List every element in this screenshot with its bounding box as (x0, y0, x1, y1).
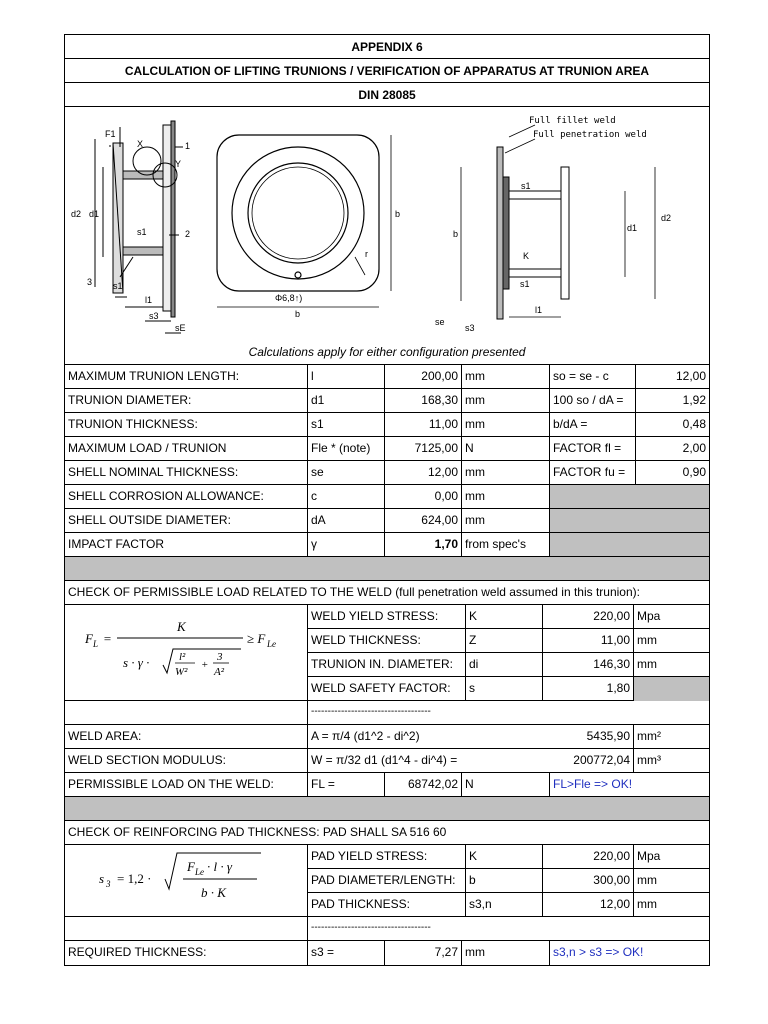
param-symbol: K (465, 605, 542, 628)
label-d1: d1 (89, 209, 100, 219)
label-b-right: b (453, 229, 459, 239)
label-hole: Φ6,8↑) (275, 293, 303, 303)
param-value: 11,00 (542, 629, 633, 652)
input-unit: mm (461, 461, 549, 484)
figure-caption: Calculations apply for either configuration presented (248, 345, 526, 359)
param-symbol: s (465, 677, 542, 701)
input-unit: from spec's (461, 533, 549, 556)
input-symbol: d1 (307, 389, 384, 412)
pad-separator-row (65, 917, 709, 941)
required-thickness-value: 7,27 (384, 941, 461, 965)
param-label: PAD THICKNESS: (307, 893, 465, 917)
sheet-subtitle-text: CALCULATION OF LIFTING TRUNIONS / VERIFICATION OF APPARATUS AT TRUNION AREA (124, 64, 650, 78)
param-unit: mm (633, 869, 709, 892)
label-k: K (523, 251, 530, 261)
param-label: WELD SAFETY FACTOR: (307, 677, 465, 701)
param-symbol: Z (465, 629, 542, 652)
calculation-sheet (64, 34, 710, 966)
standard-text: DIN 28085 (358, 88, 416, 102)
input-unit: mm (461, 365, 549, 388)
required-thickness-row (65, 941, 709, 965)
input-unit: N (461, 437, 549, 460)
input-row (65, 533, 709, 557)
label-full-penetration-weld: Full penetration weld (533, 130, 647, 140)
input-unit: mm (461, 413, 549, 436)
input-symbol: c (307, 485, 384, 508)
label-s1-upper: s1 (521, 181, 531, 191)
svg-text:s · γ ·: s · γ · (123, 655, 150, 670)
label-se-left: sE (175, 323, 186, 333)
input-label: MAXIMUM LOAD / TRUNION (68, 441, 227, 455)
input-value: 200,00 (384, 365, 461, 388)
input-label: TRUNION THICKNESS: (68, 417, 198, 431)
input-row (65, 413, 709, 437)
pad-param-row (307, 845, 709, 869)
weld-modulus-label: WELD SECTION MODULUS: (68, 753, 227, 767)
trunion-weld-view (435, 116, 671, 333)
svg-text:Le: Le (195, 867, 204, 877)
weld-area-row (65, 725, 709, 749)
weld-param-row (307, 653, 709, 677)
permissible-load-label: PERMISSIBLE LOAD ON THE WELD: (68, 777, 274, 791)
weld-param-row (307, 605, 709, 629)
weld-modulus-unit: mm³ (633, 749, 709, 772)
param-unit: Mpa (633, 845, 709, 868)
pad-check-result: s3,n > s3 => OK! (549, 941, 709, 965)
input-value: 0,00 (384, 485, 461, 508)
svg-text:L: L (93, 639, 99, 649)
label-3: 3 (87, 277, 93, 287)
param-symbol: b (465, 869, 542, 892)
weld-check-result: FL>Fle => OK! (549, 773, 709, 796)
input-value: 1,70 (384, 533, 461, 556)
weld-param-row (307, 629, 709, 653)
svg-text:3: 3 (217, 651, 223, 663)
pad-formula-svg (65, 845, 307, 916)
label-se-right: se (435, 317, 445, 327)
input-value: 7125,00 (384, 437, 461, 460)
param-unit: mm (633, 653, 709, 676)
input-symbol: dA (307, 509, 384, 532)
pad-params (307, 845, 709, 916)
weld-modulus-value: 200772,04 (573, 753, 630, 767)
label-l1-left: l1 (145, 295, 153, 305)
input-label: MAXIMUM TRUNION LENGTH: (68, 369, 240, 383)
param-value: 220,00 (542, 605, 633, 628)
weld-formula-svg (65, 605, 307, 700)
required-thickness-label: REQUIRED THICKNESS: (68, 945, 207, 959)
input-value: 168,30 (384, 389, 461, 412)
label-s3-left: s3 (149, 311, 159, 321)
weld-formula-block (65, 605, 709, 701)
weld-area-expression: A = π/4 (d1^2 - di^2) (307, 725, 542, 748)
label-f1: F1 (105, 129, 116, 139)
trunion-section-view (71, 121, 190, 333)
weld-param-row (307, 677, 709, 701)
label-r: r (365, 249, 368, 259)
label-2: 2 (185, 229, 191, 239)
ratio-value: 12,00 (635, 365, 709, 388)
blank-cell (65, 917, 307, 940)
svg-text:F: F (85, 631, 93, 646)
input-value: 11,00 (384, 413, 461, 436)
input-symbol: l (307, 365, 384, 388)
svg-text:= 1,2 ·: = 1,2 · (117, 871, 152, 886)
weld-area-value: 5435,90 (586, 729, 630, 743)
param-label: WELD THICKNESS: (307, 629, 465, 652)
weld-modulus-row (65, 749, 709, 773)
label-y: Y (175, 159, 182, 169)
pad-formula (65, 845, 307, 916)
weld-heading-text: CHECK OF PERMISSIBLE LOAD RELATED TO THE WELD (full penetration weld assumed in this trunion): (68, 585, 640, 599)
gray-filler (549, 509, 709, 532)
label-s3-right: s3 (465, 323, 475, 333)
svg-text:F: F (187, 859, 195, 874)
param-value: 1,80 (542, 677, 633, 701)
input-unit: mm (461, 485, 549, 508)
label-s1-lower-right: s1 (520, 279, 530, 289)
label-s1-lower: s1 (113, 281, 123, 291)
param-label: WELD YIELD STRESS: (307, 605, 465, 628)
permissible-load-row (65, 773, 709, 797)
weld-area-unit: mm² (633, 725, 709, 748)
label-b-vertical: b (395, 209, 401, 219)
gray-separator (65, 797, 709, 821)
svg-text:l²: l² (179, 651, 186, 663)
param-label: PAD YIELD STRESS: (307, 845, 465, 868)
permissible-load-value: 68742,02 (384, 773, 461, 796)
standard-label (65, 83, 709, 107)
permissible-load-symbol: FL = (307, 773, 384, 796)
trunion-drawings-svg (65, 107, 709, 365)
input-row (65, 437, 709, 461)
label-d2: d2 (71, 209, 82, 219)
input-symbol: s1 (307, 413, 384, 436)
label-full-fillet-weld: Full fillet weld (529, 116, 616, 126)
label-d2-right: d2 (661, 213, 672, 223)
label-d1-right: d1 (627, 223, 638, 233)
gray-separator (65, 557, 709, 581)
svg-text:A²: A² (214, 666, 225, 678)
pad-param-row (307, 893, 709, 917)
param-value: 220,00 (542, 845, 633, 868)
gray-filler (633, 677, 709, 701)
param-label: PAD DIAMETER/LENGTH: (307, 869, 465, 892)
svg-text:· l · γ: · l · γ (207, 859, 232, 874)
input-row (65, 365, 709, 389)
input-label: SHELL OUTSIDE DIAMETER: (68, 513, 231, 527)
svg-text:≥ F: ≥ F (247, 631, 266, 646)
input-label: TRUNION DIAMETER: (68, 393, 192, 407)
svg-text:Le: Le (267, 639, 276, 649)
param-unit: mm (633, 629, 709, 652)
param-value: 146,30 (542, 653, 633, 676)
param-symbol: s3,n (465, 893, 542, 917)
svg-text:W²: W² (175, 666, 188, 678)
param-value: 300,00 (542, 869, 633, 892)
weld-modulus-expression: W = π/32 d1 (d1^4 - di^4) = (307, 749, 542, 772)
ratio-label: 100 so / dA = (549, 389, 635, 412)
svg-text:K: K (177, 619, 186, 634)
svg-text:s: s (99, 871, 105, 886)
ratio-label: b/dA = (549, 413, 635, 436)
pad-front-view (217, 135, 400, 319)
input-value: 12,00 (384, 461, 461, 484)
input-unit: mm (461, 389, 549, 412)
permissible-load-unit: N (461, 773, 549, 796)
label-l1-right: l1 (535, 305, 543, 315)
factor-label: FACTOR fu = (549, 461, 635, 484)
input-unit: mm (461, 509, 549, 532)
label-1: 1 (185, 141, 191, 151)
weld-formula (65, 605, 307, 700)
ratio-value: 0,48 (635, 413, 709, 436)
gray-filler (549, 485, 709, 508)
param-label: TRUNION IN. DIAMETER: (307, 653, 465, 676)
label-x: X (137, 139, 144, 149)
input-symbol: Fle * (note) (307, 437, 384, 460)
ratio-label: so = se - c (549, 365, 635, 388)
svg-text:=: = (103, 631, 112, 646)
input-label: SHELL CORROSION ALLOWANCE: (68, 489, 264, 503)
factor-value: 0,90 (635, 461, 709, 484)
trunion-drawing (65, 107, 709, 365)
input-row (65, 389, 709, 413)
param-symbol: di (465, 653, 542, 676)
input-row (65, 461, 709, 485)
factor-value: 2,00 (635, 437, 709, 460)
input-row (65, 485, 709, 509)
input-row (65, 509, 709, 533)
input-label: IMPACT FACTOR (68, 537, 165, 551)
weld-area-label: WELD AREA: (68, 729, 142, 743)
required-thickness-unit: mm (461, 941, 549, 965)
weld-check-heading (65, 581, 709, 605)
gray-filler (549, 533, 709, 556)
param-unit: mm (633, 893, 709, 917)
input-value: 624,00 (384, 509, 461, 532)
dashed-separator: ------------------------------------ (307, 701, 465, 724)
label-b-horizontal: b (295, 309, 301, 319)
weld-params (307, 605, 709, 700)
param-value: 12,00 (542, 893, 633, 917)
pad-heading-text: CHECK OF REINFORCING PAD THICKNESS: PAD SHALL SA 516 60 (68, 825, 447, 839)
appendix-title-text: APPENDIX 6 (351, 40, 423, 54)
required-thickness-symbol: s3 = (307, 941, 384, 965)
input-label: SHELL NOMINAL THICKNESS: (68, 465, 239, 479)
pad-check-heading (65, 821, 709, 845)
sheet-subtitle (65, 59, 709, 83)
label-s1-left: s1 (137, 227, 147, 237)
svg-text:3: 3 (106, 879, 111, 889)
input-symbol: se (307, 461, 384, 484)
pad-formula-block (65, 845, 709, 917)
input-symbol: γ (307, 533, 384, 556)
svg-text:b · K: b · K (201, 885, 226, 900)
ratio-value: 1,92 (635, 389, 709, 412)
dashed-separator: ------------------------------------ (307, 917, 465, 940)
blank-cell (65, 701, 307, 724)
pad-param-row (307, 869, 709, 893)
param-unit: Mpa (633, 605, 709, 628)
appendix-title (65, 35, 709, 59)
factor-label: FACTOR fl = (549, 437, 635, 460)
weld-separator-row (65, 701, 709, 725)
svg-text:+: + (201, 659, 209, 671)
param-symbol: K (465, 845, 542, 868)
